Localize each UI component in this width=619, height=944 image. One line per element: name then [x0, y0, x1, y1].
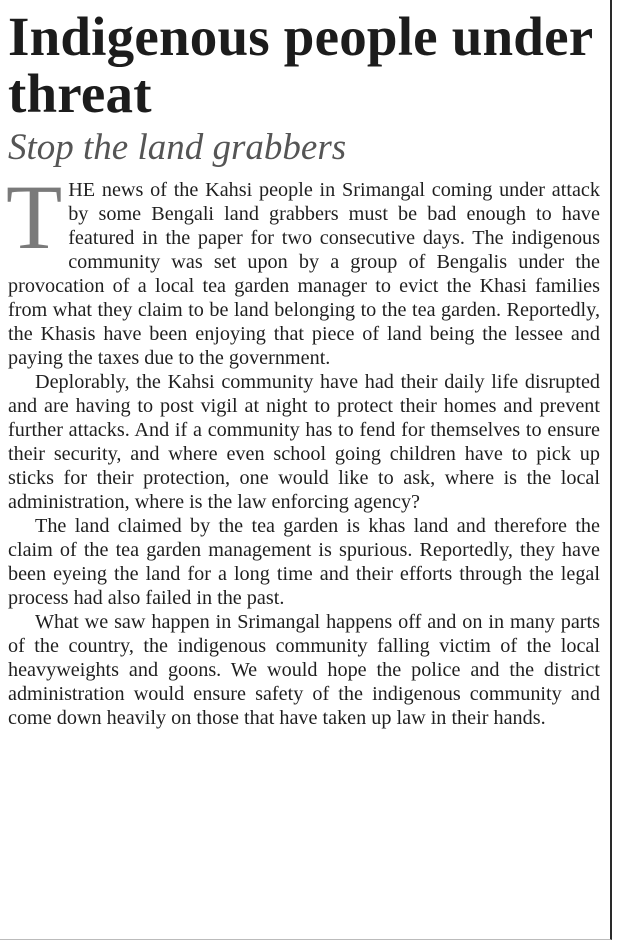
paragraph-3: The land claimed by the tea garden is khas land and therefore the claim of the tea garden management is spurious. Reportedly, they have been eyeing the land for a long time and their efforts through the legal process had also failed in the past.: [8, 515, 600, 609]
headline: Indigenous people under threat: [8, 6, 593, 124]
editorial-article: [8, 8, 600, 730]
paragraph-1: [6, 166, 600, 370]
paragraph-1-text: HE news of the Kahsi people in Srimangal coming under attack by some Bengali land grabbers must be bad enough to have featured in the paper for two consecutive days. The indigenous community was set upon by a group of Bengalis under the provocation of a local tea garden manager to evict the Khasi families from what they claim to be land belonging to the tea garden. Reportedly, the Khasis have been enjoying that piece of land being the lessee and paying the taxes due to the government.: [8, 179, 600, 369]
drop-cap: T: [6, 166, 63, 268]
paragraph-2: Deplorably, the Kahsi community have had their daily life disrupted and are having to post vigil at night to protect their homes and prevent further attacks. And if a community has to fend for themselves to ensure their security, and where even school going children have to pick up sticks for their protection, one would like to ask, where is the local administration, where is the law enforcing agency?: [8, 371, 600, 513]
article-body: [6, 166, 600, 730]
paragraph-4: What we saw happen in Srimangal happens off and on in many parts of the country, the indigenous community falling victim of the local heavyweights and goons. We would hope the police and the district administration would ensure safety of the indigenous community and come down heavily on those that have taken up law in their hands.: [8, 611, 600, 729]
subheadline: Stop the land grabbers: [8, 127, 347, 168]
